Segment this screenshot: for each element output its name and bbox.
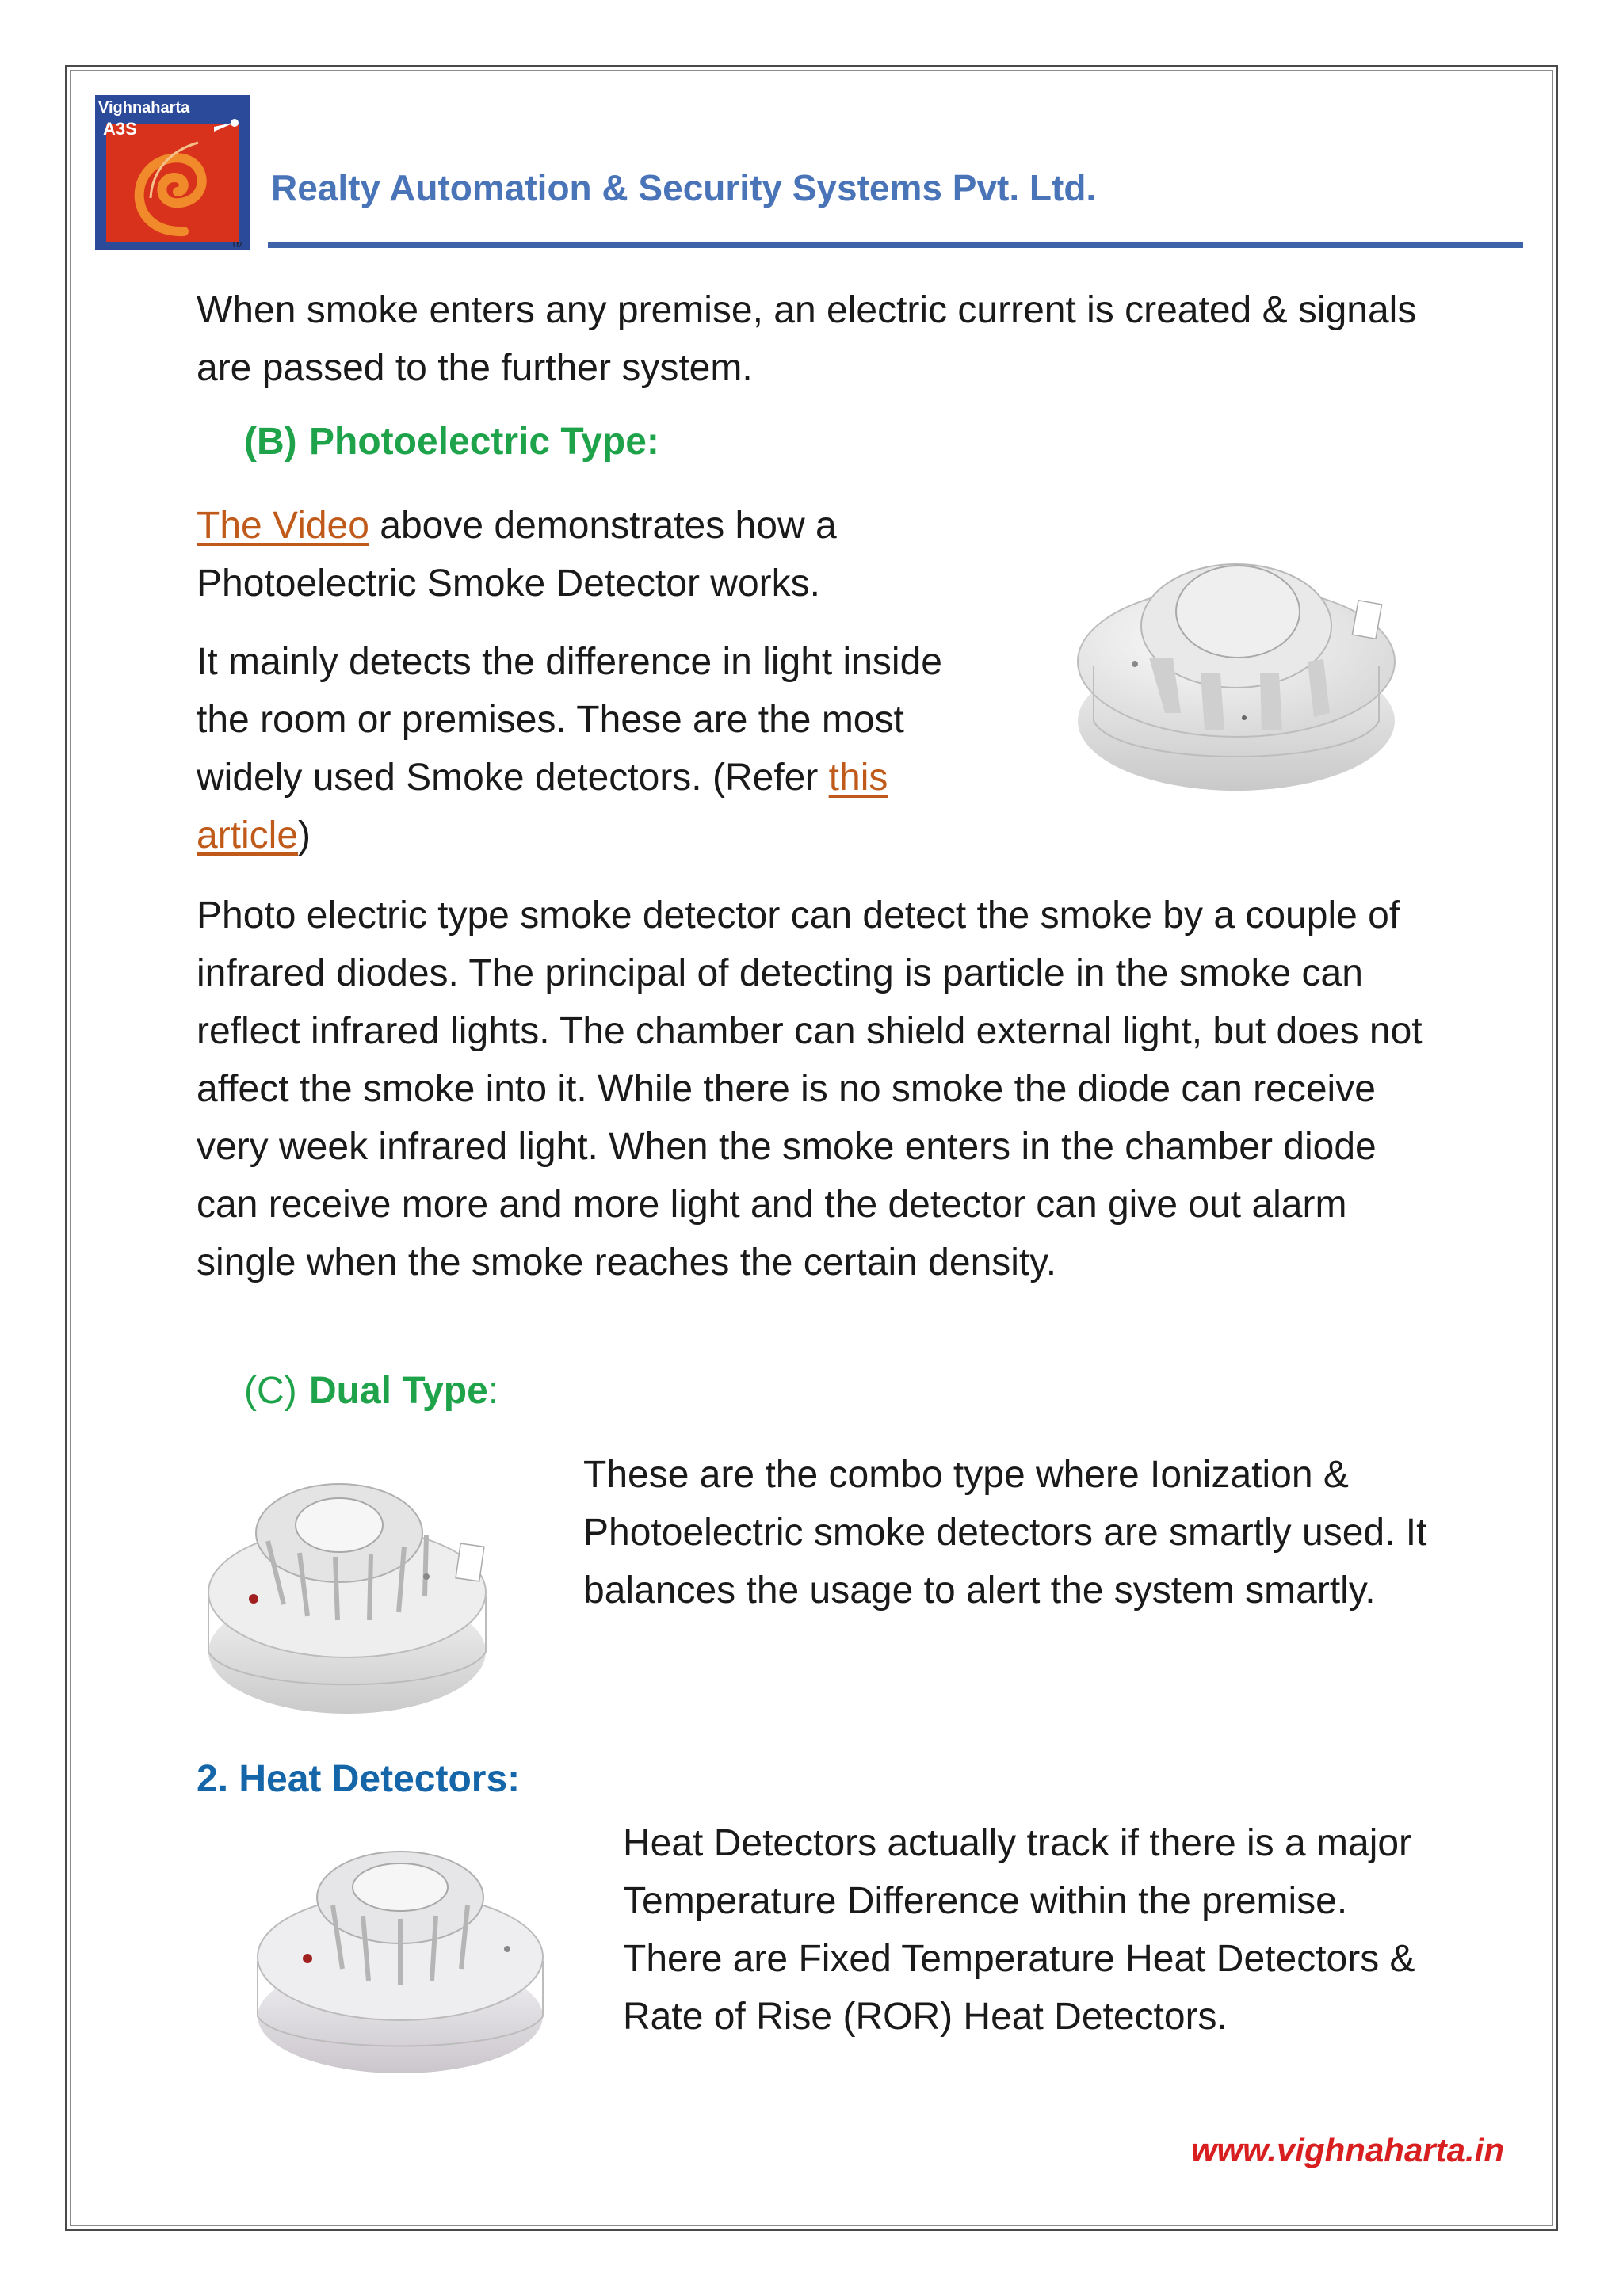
video-paragraph-text: above demonstrates how a Photoelectric Smoke Detector works. — [197, 505, 837, 605]
intro-paragraph: When smoke enters any premise, an electric current is created & signals are passed to the further system. — [197, 289, 1417, 389]
detect-paragraph — [197, 633, 981, 864]
photoelectric-heading-text: Photoelectric Type: — [309, 421, 659, 463]
dual-heading-text: Dual Type — [309, 1370, 488, 1412]
logo-brand-line2: A3S — [103, 119, 137, 139]
photoelectric-heading — [244, 420, 659, 463]
dual-heading-number: (C) — [244, 1370, 297, 1412]
dual-heading — [244, 1369, 498, 1413]
logo-brand-line1: Vighnaharta — [98, 99, 190, 116]
logo-trademark: TM — [231, 241, 243, 250]
dual-heading-colon: : — [487, 1370, 499, 1412]
photoelectric-detector-image — [1062, 523, 1411, 808]
article-link[interactable]: this article — [197, 757, 888, 856]
photoelectric-explanation: Photo electric type smoke detector can detect the smoke by a couple of infrared diodes. The principal of detecting is particle in the smoke can reflect infrared lights. The chamber can shield external light, but does not affect the smoke into it. While there is no smoke the diode can receive very week infrared light. When the smoke enters in the chamber diode can receive more and more light and the detector can give out alarm single when the smoke reaches the certain density. — [197, 894, 1423, 1283]
detect-paragraph-text: It mainly detects the difference in light inside the room or premises. These are the most widely used Smoke detectors. (Refer — [197, 641, 942, 799]
footer-website-link[interactable]: www.vighnaharta.in — [1190, 2131, 1504, 2168]
heat-heading: 2. Heat Detectors: — [197, 1758, 521, 1800]
dual-detector-image — [197, 1458, 529, 1727]
dual-paragraph: These are the combo type where Ionization & Photoelectric smoke detectors are smartly used. It balances the usage to alert the system smartly. — [583, 1454, 1427, 1611]
video-link[interactable]: The Video — [197, 505, 369, 547]
detect-paragraph-close: ) — [298, 814, 311, 856]
video-paragraph — [197, 497, 926, 612]
company-logo — [95, 95, 250, 250]
heat-detector-image — [246, 1822, 563, 2084]
company-name: Realty Automation & Security Systems Pvt. Ltd. — [271, 167, 1097, 208]
header-divider — [268, 242, 1523, 248]
heat-paragraph: Heat Detectors actually track if there is a major Temperature Difference within the premise. There are Fixed Temperature Heat Detectors & Rate of Rise (ROR) Heat Detectors. — [623, 1822, 1415, 2038]
photoelectric-heading-number: (B) — [244, 421, 297, 463]
